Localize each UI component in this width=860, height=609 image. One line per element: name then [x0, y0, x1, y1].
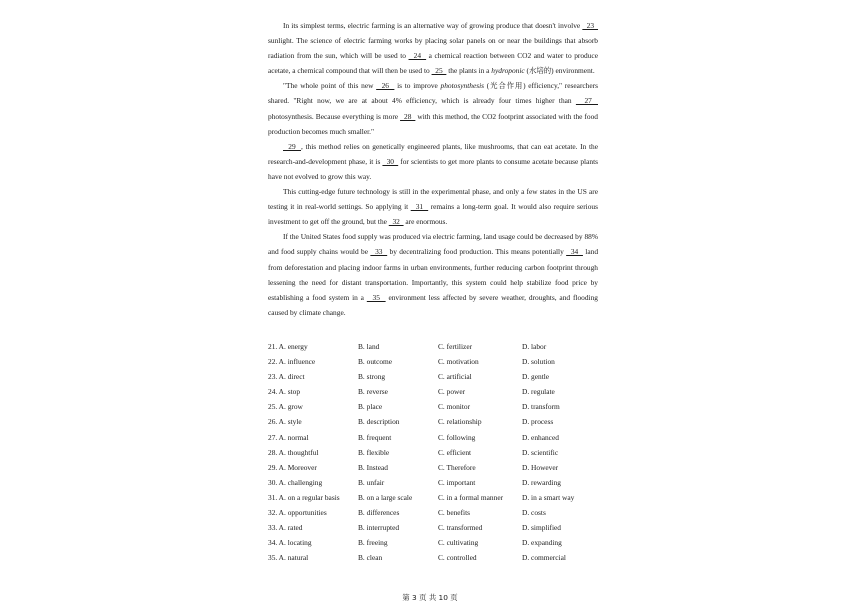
option-a: 35. A. natural	[268, 553, 309, 563]
option-d: D. commercial	[522, 553, 566, 563]
blank-35: 35	[366, 292, 386, 302]
option-a: 30. A. challenging	[268, 477, 323, 487]
option-row-28	[268, 445, 598, 460]
passage-paragraph: This cutting-edge future technology is still in the experimental phase, and only a few states in the US are testing it in real-world settings. So applying it 31 remains a long-term goal. It would also require serious investment to get off the ground, but the 32 are enormous.	[268, 187, 598, 227]
option-b: B. place	[358, 402, 383, 412]
cloze-passage	[268, 18, 598, 320]
option-d: D. labor	[522, 342, 547, 351]
option-a: 25. A. grow	[268, 402, 303, 412]
italic-term: hydroponic	[491, 66, 525, 76]
option-a: 33. A. rated	[268, 523, 303, 533]
blank-34: 34	[566, 247, 583, 257]
option-a: 26. A. style	[268, 417, 302, 427]
option-d: D. expanding	[522, 538, 562, 548]
option-a: 21. A. energy	[268, 342, 308, 351]
blank-30: 30	[382, 156, 399, 166]
page-number: 第 3 页 共 10 页	[402, 593, 458, 602]
passage-paragraph: "The whole point of this new 26 is to improve photosynthesis (光合作用) efficiency," researchers shared. "Right now, we are at about 4% efficiency, which is already four times higher than 27 photosynthesis. Because everything is more 28 with this method, the CO2 footprint associated with the food production becomes much smaller."	[268, 81, 598, 136]
option-a: 27. A. normal	[268, 432, 309, 442]
option-c: C. artificial	[438, 372, 472, 382]
blank-27: 27	[575, 96, 598, 106]
option-b: B. strong	[358, 372, 386, 382]
option-d: D. enhanced	[522, 432, 559, 442]
option-a: 31. A. on a regular basis	[268, 492, 340, 502]
option-c: C. Therefore	[438, 462, 476, 472]
option-d: D. However	[522, 462, 559, 472]
option-row-24	[268, 384, 598, 399]
passage-paragraph: If the United States food supply was produced via electric farming, land usage could be decreased by 88% and food supply chains would be 33 by decentralizing food production. This means potentially 34 land from deforestation and placing indoor farms in urban environments, further reducing carbon footprint through lessening the need for distant transportation. Importantly, this system could help stabilize food price by establishing a food system in a 35 environment less affected by severe weather, droughts, and flooding caused by climate change.	[268, 232, 599, 317]
option-c: C. in a formal manner	[438, 492, 504, 502]
option-d: D. costs	[522, 508, 546, 518]
option-c: C. fertilizer	[438, 342, 473, 351]
option-d: D. scientific	[522, 447, 559, 457]
option-c: C. transformed	[438, 523, 483, 533]
option-row-21	[268, 339, 598, 354]
option-d: D. simplified	[522, 523, 562, 533]
option-row-22	[268, 354, 598, 369]
blank-32: 32	[388, 217, 404, 227]
option-d: D. regulate	[522, 387, 555, 397]
passage-paragraph: 29 , this method relies on genetically engineered plants, like mushrooms, that can eat acetate. In the research-and-development phase, it is 30 for scientists to get more plants to consume acetate because plants have not evolved to grow this way.	[268, 141, 599, 181]
option-c: C. important	[438, 477, 476, 487]
blank-25: 25	[431, 66, 447, 76]
option-row-25	[268, 399, 598, 414]
blank-23: 23	[582, 21, 599, 30]
answer-options	[268, 339, 598, 565]
option-row-27	[268, 430, 598, 445]
option-a: 34. A. locating	[268, 538, 312, 548]
option-a: 22. A. influence	[268, 357, 316, 367]
option-c: C. benefits	[438, 508, 471, 518]
option-row-34	[268, 535, 598, 550]
option-b: B. Instead	[358, 462, 388, 472]
option-row-23	[268, 369, 598, 384]
option-row-31	[268, 490, 598, 505]
option-d: D. transform	[522, 402, 560, 412]
blank-33: 33	[370, 247, 388, 257]
option-b: B. unfair	[358, 477, 385, 487]
option-b: B. clean	[358, 553, 383, 563]
option-b: B. frequent	[358, 432, 392, 442]
option-b: B. flexible	[358, 447, 390, 457]
blank-31: 31	[410, 202, 429, 212]
italic-term: photosynthesis	[440, 81, 485, 91]
option-b: B. interrupted	[358, 523, 400, 533]
option-a: 29. A. Moreover	[268, 462, 317, 472]
option-b: B. land	[358, 342, 380, 351]
passage-paragraph: In its simplest terms, electric farming is an alternative way of growing produce that doesn't involve 23 sunlight. The science of electric farming works by placing solar panels on or near the buildings that absorb radiation from the sun, which will be used to 24 a chemical reaction between CO2 and water to produce acetate, a chemical compound that will then be used to 25 the plants in a hydroponic (水培的) environment.	[268, 21, 599, 76]
blank-29: 29	[283, 141, 301, 151]
option-a: 23. A. direct	[268, 372, 305, 382]
option-c: C. cultivating	[438, 538, 479, 548]
option-a: 32. A. opportunities	[268, 508, 327, 518]
blank-26: 26	[376, 81, 395, 91]
option-b: B. reverse	[358, 387, 388, 397]
option-b: B. freeing	[358, 538, 388, 548]
option-c: C. controlled	[438, 553, 477, 563]
option-row-30	[268, 475, 598, 490]
option-d: D. rewarding	[522, 477, 561, 487]
option-d: D. gentle	[522, 372, 550, 382]
option-c: C. power	[438, 387, 466, 397]
option-b: B. description	[358, 417, 400, 427]
option-a: 24. A. stop	[268, 387, 301, 397]
blank-24: 24	[408, 51, 427, 61]
option-a: 28. A. thoughtful	[268, 447, 319, 457]
option-c: C. following	[438, 432, 476, 442]
option-d: D. solution	[522, 357, 555, 367]
option-b: B. differences	[358, 508, 400, 518]
option-b: B. outcome	[358, 357, 393, 367]
option-b: B. on a large scale	[358, 492, 413, 502]
option-c: C. monitor	[438, 402, 471, 412]
blank-28: 28	[400, 111, 416, 121]
option-row-32	[268, 505, 598, 520]
option-c: C. relationship	[438, 417, 482, 427]
option-row-33	[268, 520, 598, 535]
option-row-26	[268, 414, 598, 429]
option-row-29	[268, 460, 598, 475]
option-c: C. efficient	[438, 447, 472, 457]
option-row-35	[268, 550, 598, 565]
option-d: D. process	[522, 417, 554, 427]
option-c: C. motivation	[438, 357, 479, 367]
option-d: D. in a smart way	[522, 492, 575, 502]
